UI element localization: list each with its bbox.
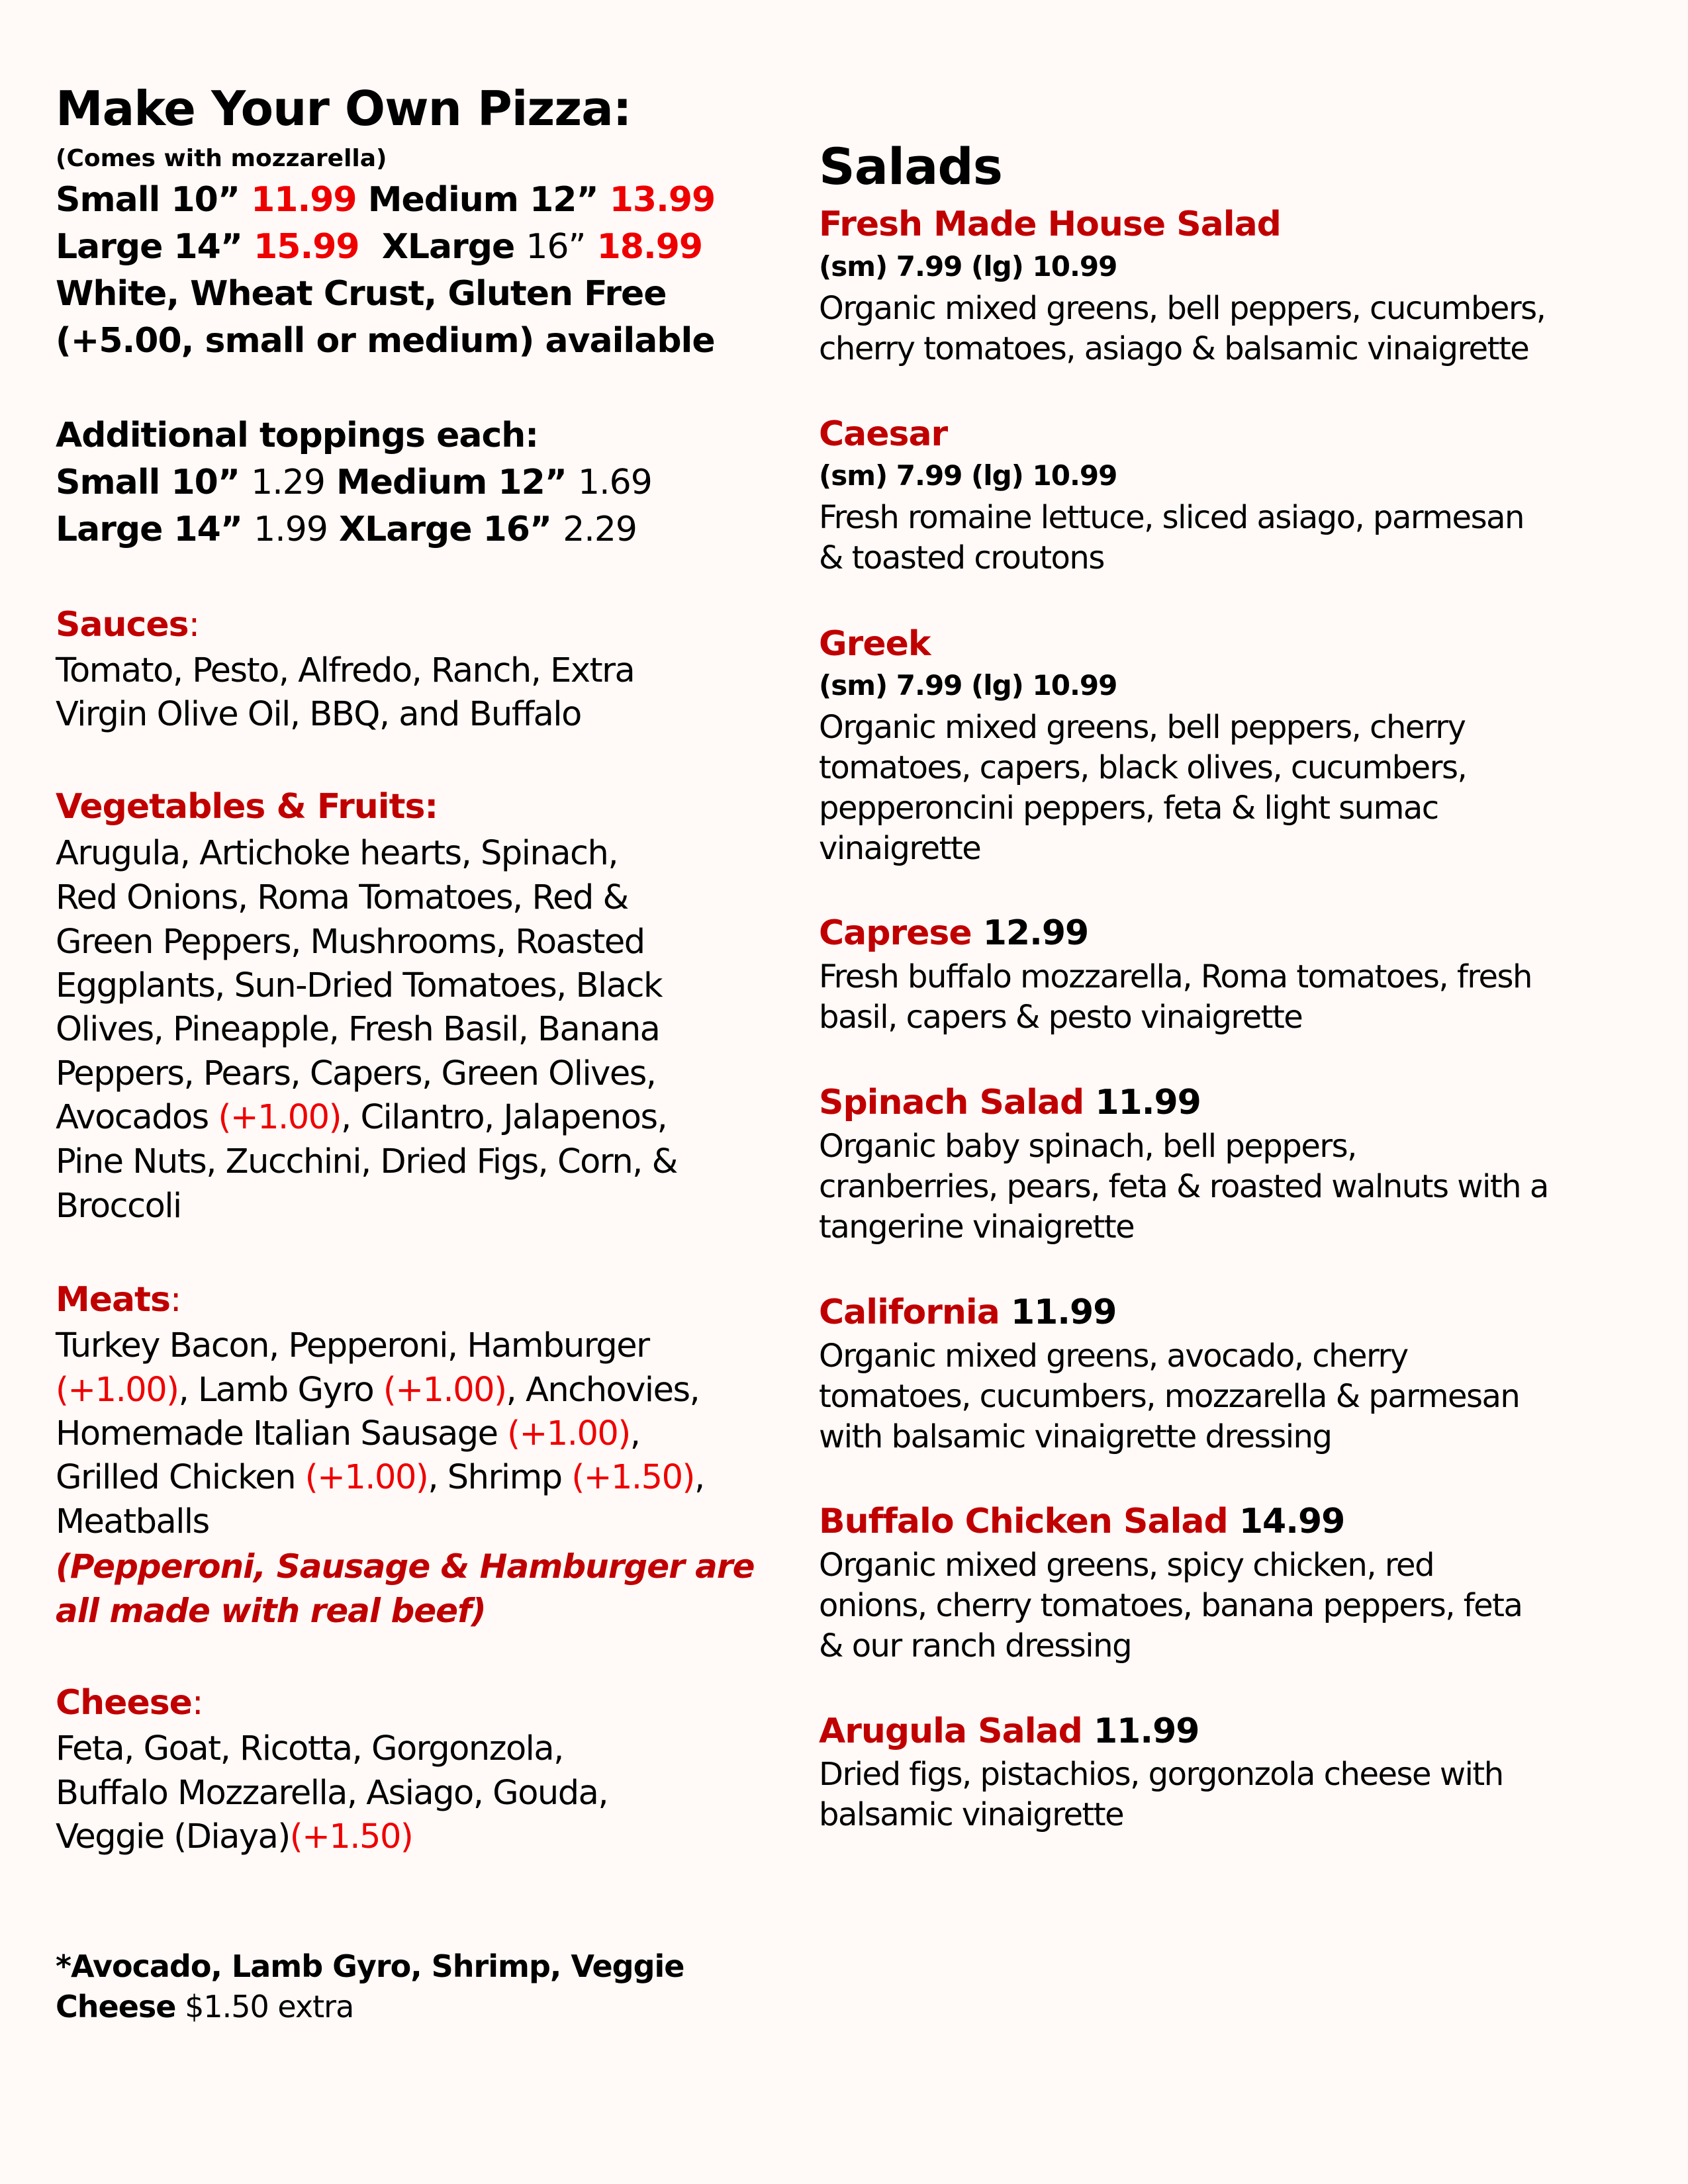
salad-desc-line: tomatoes, cucumbers, mozzarella & parmesan xyxy=(819,1378,1520,1415)
sauces-title: Sauces xyxy=(56,605,189,645)
shrimp-extra-charge: (+1.50) xyxy=(571,1458,694,1497)
footnote-extra: $1.50 extra xyxy=(175,1989,354,2025)
anchovies-label: , Anchovies, xyxy=(506,1371,700,1410)
size-xlarge-label: XLarge xyxy=(381,227,515,267)
veggie-cheese-extra-charge: (+1.50) xyxy=(289,1817,413,1856)
sauces-line-2: Virgin Olive Oil, BBQ, and Buffalo xyxy=(56,695,581,734)
pizza-title: Make Your Own Pizza: xyxy=(56,81,632,136)
meats-line-3 xyxy=(56,1414,640,1453)
grilled-chicken-label: Grilled Chicken xyxy=(56,1458,305,1497)
topping-large-price: 1.99 xyxy=(254,510,328,549)
vegetables-line-1: Arugula, Artichoke hearts, Spinach, xyxy=(56,834,618,873)
avocado-extra-charge: (+1.00) xyxy=(218,1098,342,1137)
size-large-label: Large 14” xyxy=(56,227,243,267)
sauces-colon: : xyxy=(188,605,200,645)
size-large-price: 15.99 xyxy=(254,227,359,267)
avocado-label: Avocados xyxy=(56,1098,218,1137)
vegetables-line-4: Eggplants, Sun-Dried Tomatoes, Black xyxy=(56,966,663,1005)
sauces-line-1: Tomato, Pesto, Alfredo, Ranch, Extra xyxy=(56,651,635,690)
salad-name: Arugula Salad xyxy=(819,1711,1082,1751)
salad-heading xyxy=(819,913,1089,953)
pizza-note: (Comes with mozzarella) xyxy=(56,145,387,172)
beef-note-line-1: (Pepperoni, Sausage & Hamburger are xyxy=(56,1547,755,1586)
salad-name: Greek xyxy=(819,624,931,664)
salad-price: 11.99 xyxy=(1010,1293,1117,1332)
cheese-title: Cheese xyxy=(56,1683,192,1723)
salad-desc-line: Fresh romaine lettuce, sliced asiago, parmesan xyxy=(819,499,1524,536)
salad-desc-line: tangerine vinaigrette xyxy=(819,1208,1135,1246)
footnote-line-1: *Avocado, Lamb Gyro, Shrimp, Veggie xyxy=(56,1948,684,1984)
footnote-cheese: Cheese xyxy=(56,1989,176,2025)
sausage-label: Homemade Italian Sausage xyxy=(56,1414,508,1453)
salad-prices: (sm) 7.99 (lg) 10.99 xyxy=(819,459,1117,492)
cheese-line-1: Feta, Goat, Ricotta, Gorgonzola, xyxy=(56,1729,563,1768)
salad-desc-line: cherry tomatoes, asiago & balsamic vinaigrette xyxy=(819,330,1529,367)
salad-desc-line: Dried figs, pistachios, gorgonzola cheese with xyxy=(819,1756,1503,1793)
vegetables-heading: Vegetables & Fruits: xyxy=(56,787,438,827)
toppings-title: Additional toppings each: xyxy=(56,416,539,455)
salad-desc-line: onions, cherry tomatoes, banana peppers, feta xyxy=(819,1587,1523,1624)
salad-desc-line: Organic baby spinach, bell peppers, xyxy=(819,1128,1356,1165)
crust-options-line-2: (+5.00, small or medium) available xyxy=(56,321,715,361)
salad-desc-line: pepperoncini peppers, feta & light sumac xyxy=(819,790,1438,827)
vegetables-line-7-rest: , Cilantro, Jalapenos, xyxy=(341,1098,667,1137)
vegetables-line-5: Olives, Pineapple, Fresh Basil, Banana xyxy=(56,1010,660,1049)
meats-line-1: Turkey Bacon, Pepperoni, Hamburger xyxy=(56,1326,649,1365)
salad-desc-line: Organic mixed greens, spicy chicken, red xyxy=(819,1547,1434,1584)
toppings-row-1 xyxy=(56,465,652,500)
topping-small-label: Small 10” xyxy=(56,463,240,502)
salad-name: Spinach Salad xyxy=(819,1083,1084,1122)
cheese-line-3 xyxy=(56,1817,413,1856)
salad-heading xyxy=(819,1711,1199,1751)
size-xlarge-price: 18.99 xyxy=(596,227,703,267)
salad-desc-line: Fresh buffalo mozzarella, Roma tomatoes, fresh xyxy=(819,958,1532,995)
salad-prices: (sm) 7.99 (lg) 10.99 xyxy=(819,250,1117,283)
size-xlarge-size: 16” xyxy=(526,227,586,267)
size-small-label: Small 10” xyxy=(56,180,240,220)
vegetables-line-2: Red Onions, Roma Tomatoes, Red & xyxy=(56,878,628,917)
salad-desc-line: Organic mixed greens, avocado, cherry xyxy=(819,1338,1408,1375)
beef-note-line-2: all made with real beef) xyxy=(56,1592,486,1630)
salads-title: Salads xyxy=(819,137,1002,196)
salad-desc-line: vinaigrette xyxy=(819,830,981,867)
cheese-colon: : xyxy=(191,1683,203,1723)
meats-line-5: Meatballs xyxy=(56,1502,209,1541)
pizza-size-row-2 xyxy=(56,227,703,267)
salad-desc-line: cranberries, pears, feta & roasted walnuts with a xyxy=(819,1168,1548,1205)
topping-xlarge-price: 2.29 xyxy=(563,510,637,549)
size-small-price: 11.99 xyxy=(251,180,357,220)
vegetables-line-6: Peppers, Pears, Capers, Green Olives, xyxy=(56,1054,656,1093)
hamburger-extra-charge: (+1.00) xyxy=(56,1371,179,1410)
grilled-chicken-extra-charge: (+1.00) xyxy=(305,1458,428,1497)
salad-prices: (sm) 7.99 (lg) 10.99 xyxy=(819,669,1117,702)
salad-heading xyxy=(819,1085,1201,1120)
salad-heading xyxy=(819,1295,1116,1330)
salad-desc-line: & toasted croutons xyxy=(819,539,1104,576)
salad-name: Buffalo Chicken Salad xyxy=(819,1502,1228,1541)
lamb-gyro-extra-charge: (+1.00) xyxy=(383,1371,506,1410)
comma: , xyxy=(694,1458,704,1497)
salad-desc-line: Organic mixed greens, bell peppers, cherry xyxy=(819,709,1466,746)
salad-price: 14.99 xyxy=(1239,1502,1345,1541)
salad-price: 11.99 xyxy=(1095,1083,1201,1122)
cheese-heading xyxy=(56,1683,203,1723)
salad-desc-line: with balsamic vinaigrette dressing xyxy=(819,1418,1332,1455)
salad-desc-line: basil, capers & pesto vinaigrette xyxy=(819,999,1303,1036)
salad-desc-line: tomatoes, capers, black olives, cucumbers, xyxy=(819,749,1467,786)
vegetables-line-3: Green Peppers, Mushrooms, Roasted xyxy=(56,923,645,962)
topping-xlarge-label: XLarge 16” xyxy=(339,510,552,549)
topping-large-label: Large 14” xyxy=(56,510,243,549)
meats-line-4 xyxy=(56,1458,704,1497)
salad-price: 12.99 xyxy=(982,913,1089,953)
size-medium-price: 13.99 xyxy=(609,180,716,220)
meats-line-2 xyxy=(56,1371,700,1410)
footnote-line-2 xyxy=(56,1989,354,2025)
salad-desc-line: Organic mixed greens, bell peppers, cucumbers, xyxy=(819,290,1546,327)
meats-title: Meats xyxy=(56,1280,170,1320)
size-medium-label: Medium 12” xyxy=(367,180,598,220)
cheese-line-2: Buffalo Mozzarella, Asiago, Gouda, xyxy=(56,1774,608,1813)
pizza-size-row-1 xyxy=(56,180,716,220)
salad-desc-line: balsamic vinaigrette xyxy=(819,1796,1124,1833)
lamb-gyro-label: , Lamb Gyro xyxy=(178,1371,383,1410)
meats-colon: : xyxy=(169,1280,181,1320)
topping-medium-label: Medium 12” xyxy=(336,463,567,502)
veggie-cheese-label: Veggie (Diaya) xyxy=(56,1817,290,1856)
salad-name: Caesar xyxy=(819,414,948,454)
vegetables-line-7 xyxy=(56,1098,667,1137)
sausage-extra-charge: (+1.00) xyxy=(507,1414,630,1453)
salad-price: 11.99 xyxy=(1093,1711,1199,1751)
salad-name: Fresh Made House Salad xyxy=(819,205,1281,244)
salad-name: California xyxy=(819,1293,1000,1332)
sauces-heading xyxy=(56,605,200,645)
meats-heading xyxy=(56,1280,181,1320)
salad-desc-line: & our ranch dressing xyxy=(819,1627,1132,1664)
salad-name: Caprese xyxy=(819,913,972,953)
topping-small-price: 1.29 xyxy=(251,463,325,502)
toppings-row-2 xyxy=(56,512,637,547)
vegetables-line-8: Pine Nuts, Zucchini, Dried Figs, Corn, & xyxy=(56,1142,677,1181)
topping-medium-price: 1.69 xyxy=(578,463,652,502)
salad-heading xyxy=(819,1504,1344,1539)
shrimp-label: , Shrimp xyxy=(428,1458,572,1497)
vegetables-line-9: Broccoli xyxy=(56,1187,181,1226)
comma: , xyxy=(630,1414,640,1453)
crust-options-line-1: White, Wheat Crust, Gluten Free xyxy=(56,274,667,314)
